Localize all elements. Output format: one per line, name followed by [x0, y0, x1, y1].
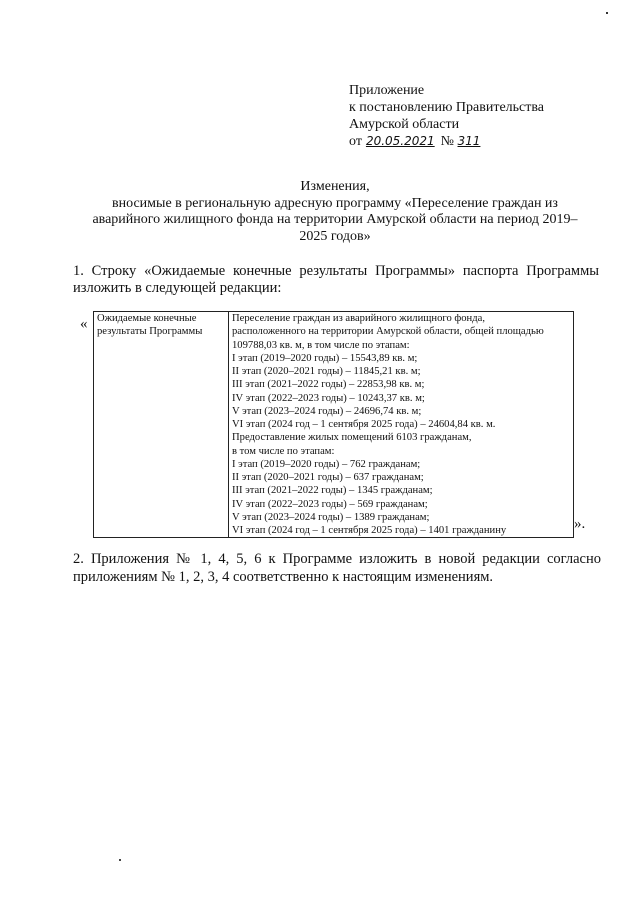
cell-line: VI этап (2024 год – 1 сентября 2025 года) – 24604,84 кв. м. [232, 419, 496, 430]
cell-line: 109788,03 кв. м, в том числе по этапам: [232, 339, 410, 351]
passport-table [93, 311, 574, 538]
appendix-block [349, 82, 544, 150]
appendix-line-2: к постановлению Правительства [349, 100, 545, 115]
number-prefix: № [440, 134, 455, 149]
cell-line: III этап (2021–2022 годы) – 1345 гражданам; [232, 485, 433, 497]
table-right-cell [229, 312, 574, 538]
cell-line: IV этап (2022–2023 годы) – 569 гражданам; [232, 498, 428, 510]
table-row [94, 312, 574, 538]
cell-line: V этап (2023–2024 годы) – 24696,74 кв. м; [232, 405, 422, 417]
cell-line: II этап (2020–2021 годы) – 11845,21 кв. м; [232, 366, 421, 377]
cell-line: V этап (2023–2024 годы) – 1389 гражданам; [232, 511, 430, 523]
cell-line: Переселение граждан из аварийного жилищного фонда, [232, 313, 485, 324]
cell-line: Предоставление жилых помещений 6103 гражданам, [232, 432, 472, 444]
scan-speck [606, 12, 608, 14]
cell-line: I этап (2019–2020 годы) – 762 гражданам; [232, 458, 421, 470]
cell-line: расположенного на территории Амурской области, общей площадью [232, 326, 544, 338]
open-quote: « [80, 316, 88, 332]
date-prefix: от [349, 134, 362, 149]
cell-line: VI этап (2024 год – 1 сентября 2025 года) – 1401 гражданину [232, 525, 507, 536]
cell-line: I этап (2019–2020 годы) – 15543,89 кв. м; [232, 352, 418, 364]
close-quote: ». [574, 516, 586, 532]
title-subheading: вносимые в региональную адресную программу «Переселение граждан из аварийного жилищного фонда на территории Амурской области на период 2019–2025 годов» [92, 195, 578, 244]
paragraph-1: 1. Строку «Ожидаемые конечные результаты Программы» паспорта Программы изложить в следующей редакции: [73, 263, 599, 296]
document-title [80, 179, 590, 245]
handwritten-number: 311 [457, 134, 481, 148]
title-heading: Изменения, [300, 179, 370, 194]
cell-line: II этап (2020–2021 годы) – 637 гражданам; [232, 472, 424, 483]
cell-line: IV этап (2022–2023 годы) – 10243,37 кв. м; [232, 392, 425, 404]
table-left-cell: Ожидаемые конечные результаты Программы [94, 312, 229, 538]
cell-line: III этап (2021–2022 годы) – 22853,98 кв. м; [232, 379, 425, 391]
appendix-date-line [349, 133, 544, 150]
handwritten-date: 20.05.2021 [365, 134, 435, 148]
appendix-line-1: Приложение [349, 83, 425, 98]
cell-line: в том числе по этапам: [232, 445, 335, 457]
appendix-line-3: Амурской области [349, 117, 460, 132]
paragraph-2: 2. Приложения № 1, 4, 5, 6 к Программе изложить в новой редакции согласно приложениям № 1, 2, 3, 4 соответственно к настоящим изменениям. [73, 551, 601, 585]
scan-speck [119, 859, 121, 861]
